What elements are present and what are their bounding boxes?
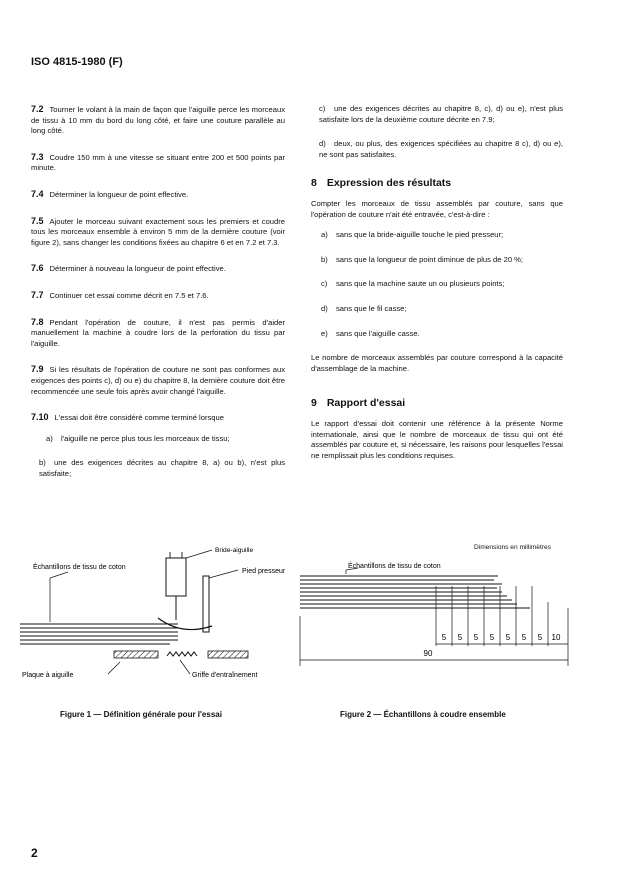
fig1-fabric-layers bbox=[20, 624, 178, 644]
clause-7-5: 7.5 Ajouter le morceau suivant exactement sous les premiers et coudre tous les morceaux ensemble à environ 5 mm de la dernière couture (voir figure 2), sans changer les conditions fixées au chapitre 6 et en 7.2 et 7.3. bbox=[31, 215, 285, 247]
figure-1-caption: Figure 1 — Définition générale pour l'essai bbox=[60, 710, 222, 719]
section-8-heading: 8 Expression des résultats bbox=[311, 177, 452, 190]
dim-10: 10 bbox=[551, 633, 561, 642]
result-item-d: d) sans que le fil casse; bbox=[321, 303, 407, 313]
dim-5-5: 5 bbox=[505, 633, 511, 642]
clause-7-10: 7.10 L'essai doit être considéré comme terminé lorsque bbox=[31, 412, 224, 423]
list-item-c: c) une des exigences décrites au chapitre 8, c), d) ou e), n'est plus satisfaite lors de la deuxième couture décrite en 7.9; bbox=[319, 104, 563, 124]
clause-7-3: 7.3 Coudre 150 mm à une vitesse se situant entre 200 et 500 points par minute. bbox=[31, 151, 285, 173]
label-tissu-fig1: Échantillons de tissu de coton bbox=[33, 564, 126, 571]
list-item-b: b) une des exigences décrites au chapitre 8, a) ou b), n'est plus satisfaite; bbox=[39, 458, 285, 478]
label-bride-aiguille: Bride-aiguille bbox=[215, 547, 254, 554]
figure-2-diagram bbox=[298, 556, 598, 668]
dimension-labels bbox=[424, 633, 561, 658]
clause-7-9: 7.9 Si les résultats de l'opération de couture ne sont pas conformes aux exigences des points c), d) ou e) du chapitre 8, la dernière couture doit être recommencée une seule fois après avoir changé l'aiguille. bbox=[31, 364, 285, 396]
result-item-e: e) sans que l'aiguille casse. bbox=[321, 328, 420, 338]
right-column bbox=[311, 104, 563, 476]
clause-7-7: 7.7 Continuer cet essai comme décrit en 7.5 et 7.6. bbox=[31, 289, 209, 300]
label-tissu-fig2: Échantillons de tissu de coton bbox=[348, 563, 441, 570]
figure-2-caption: Figure 2 — Échantillons à coudre ensemble bbox=[340, 710, 506, 719]
result-item-a: a) sans que la bride-aiguille touche le pied presseur; bbox=[321, 230, 504, 240]
needle-clamp bbox=[166, 558, 186, 596]
dim-5-3: 5 bbox=[473, 633, 479, 642]
document-header: ISO 4815-1980 (F) bbox=[31, 56, 123, 68]
presser-foot bbox=[203, 576, 209, 632]
units-note: Dimensions en millimètres bbox=[474, 544, 551, 551]
label-pied-presseur: Pied presseur bbox=[242, 568, 286, 575]
clause-7-2: 7.2 Tourner le volant à la main de façon que l'aiguille perce les morceaux de tissu à 10 mm du bord du long côté, et faire une couture parallèle au long côté. bbox=[31, 104, 285, 136]
feed-dog bbox=[167, 652, 197, 656]
dim-5-7: 5 bbox=[537, 633, 543, 642]
section-9-text: Le rapport d'essai doit contenir une référence à la présente Norme internationale, ainsi que le nombre de morceaux de tissu qui ont été assemblés par couture et, si nécessaire, les raisons pour lesquelles l'essai ne remplissait plus les conditions requises. bbox=[311, 418, 563, 460]
result-item-c: c) sans que la machine saute un ou plusieurs points; bbox=[321, 279, 505, 289]
page-number: 2 bbox=[31, 846, 38, 860]
needle-plate-left bbox=[114, 651, 158, 658]
list-item-d: d) deux, ou plus, des exigences spécifiées au chapitre 8 c), d) ou e), ne sont pas satisfaites. bbox=[319, 139, 563, 159]
figure-1-diagram bbox=[20, 538, 310, 688]
left-column bbox=[31, 104, 285, 493]
fig2-fabric-layers bbox=[300, 576, 530, 608]
seam-marks bbox=[300, 586, 568, 666]
result-item-b: b) sans que la longueur de point diminue de plus de 20 %; bbox=[321, 254, 524, 264]
section-9-heading: 9 Rapport d'essai bbox=[311, 397, 406, 410]
clause-7-8: 7.8 Pendant l'opération de couture, il n'est pas permis d'aider manuellement la machine à coudre lors de la perforation du tissu par l'aiguille. bbox=[31, 316, 285, 348]
section-8-intro: Compter les morceaux de tissu assemblés par couture, sans que l'opération de couture n'ait été entravée, c'est-à-dire : bbox=[311, 198, 563, 219]
label-griffe: Griffe d'entraînement bbox=[192, 672, 258, 679]
dim-5-4: 5 bbox=[489, 633, 495, 642]
dim-5-6: 5 bbox=[521, 633, 527, 642]
dim-total: 90 bbox=[423, 649, 433, 658]
section-8-outro: Le nombre de morceaux assemblés par couture correspond à la capacité d'assemblage de la machine. bbox=[311, 353, 563, 373]
needle-plate-right bbox=[208, 651, 248, 658]
list-item-a: a) l'aiguille ne perce plus tous les morceaux de tissu; bbox=[46, 433, 230, 443]
label-plaque-aiguille: Plaque à aiguille bbox=[22, 672, 74, 679]
clause-7-6: 7.6 Déterminer à nouveau la longueur de point effective. bbox=[31, 263, 226, 274]
dim-5-2: 5 bbox=[457, 633, 463, 642]
clause-7-4: 7.4 Déterminer la longueur de point effective. bbox=[31, 188, 189, 199]
dim-5-1: 5 bbox=[441, 633, 447, 642]
